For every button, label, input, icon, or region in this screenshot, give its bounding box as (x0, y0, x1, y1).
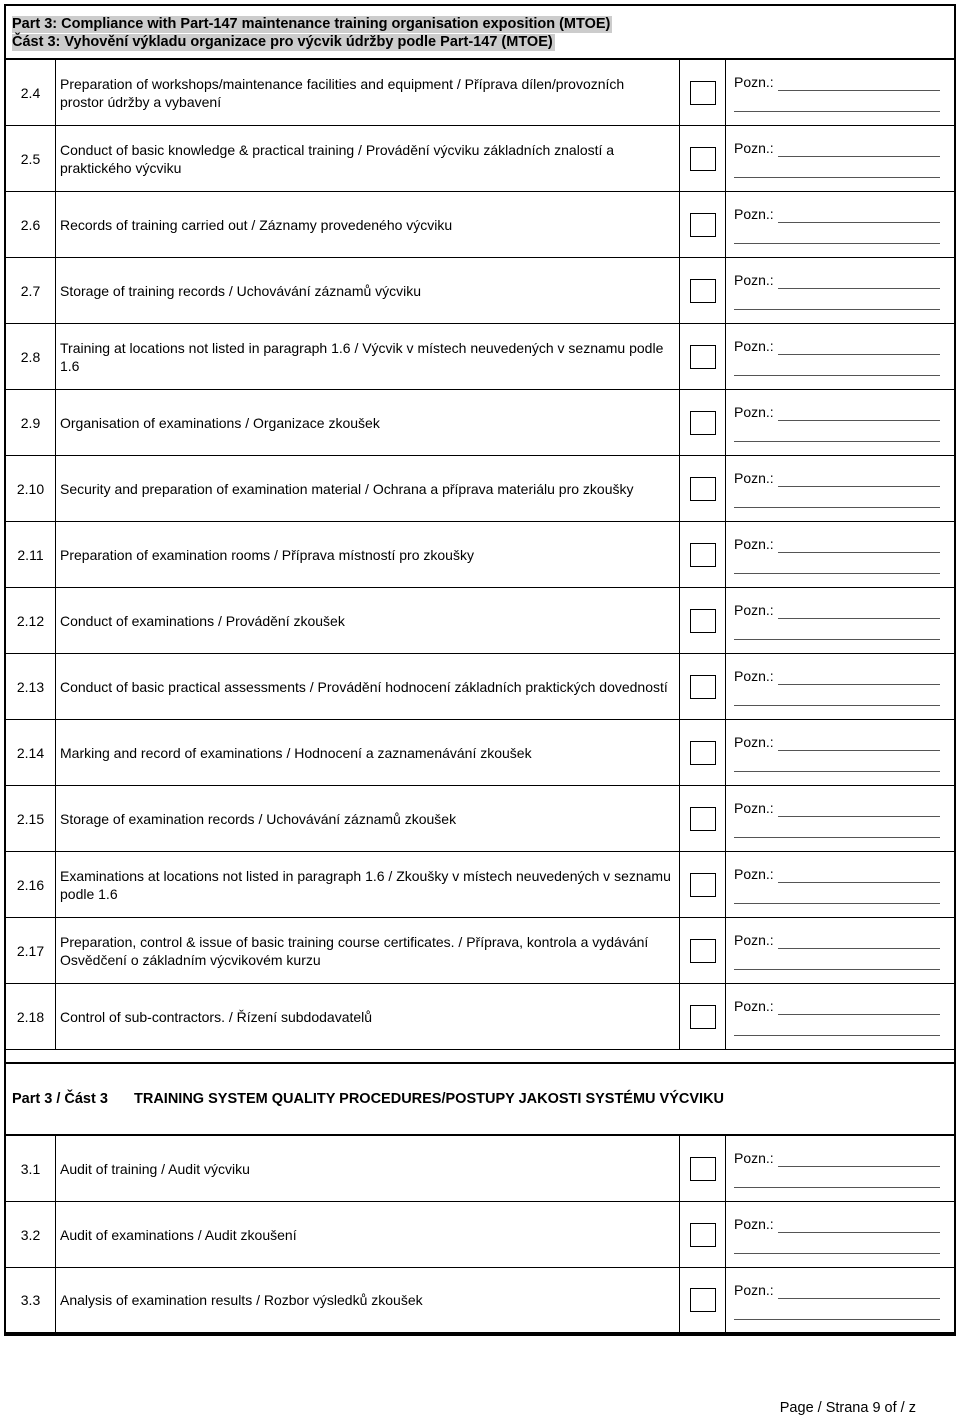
note-label: Pozn.: (734, 602, 774, 618)
compliance-checkbox[interactable] (690, 1005, 716, 1029)
compliance-checkbox[interactable] (690, 807, 716, 831)
note-line[interactable] (734, 969, 940, 970)
compliance-table (4, 4, 956, 1336)
check-cell (680, 1136, 726, 1201)
note-label: Pozn.: (734, 272, 774, 288)
note-label: Pozn.: (734, 734, 774, 750)
item-number: 2.17 (6, 918, 56, 983)
item-description: Storage of examination records / Uchovávání záznamů zkoušek (56, 786, 680, 851)
note-line[interactable] (734, 573, 940, 574)
note-label: Pozn.: (734, 338, 774, 354)
item-number: 2.18 (6, 984, 56, 1049)
note-cell (726, 1136, 954, 1201)
item-description: Marking and record of examinations / Hodnocení a zaznamenávání zkoušek (56, 720, 680, 785)
check-cell (680, 1202, 726, 1267)
item-description: Records of training carried out / Záznamy provedeného výcviku (56, 192, 680, 257)
section3-header (6, 1064, 954, 1136)
compliance-checkbox[interactable] (690, 873, 716, 897)
item-number: 2.12 (6, 588, 56, 653)
note-line[interactable] (778, 882, 940, 883)
compliance-checkbox[interactable] (690, 477, 716, 501)
note-line[interactable] (734, 309, 940, 310)
table-row (6, 984, 954, 1050)
item-description: Examinations at locations not listed in paragraph 1.6 / Zkoušky v místech neuvedených v seznamu podle 1.6 (56, 852, 680, 917)
compliance-checkbox[interactable] (690, 1157, 716, 1181)
item-description: Conduct of basic practical assessments / Provádění hodnocení základních praktických dovedností (56, 654, 680, 719)
note-cell (726, 588, 954, 653)
note-line[interactable] (778, 90, 940, 91)
note-line[interactable] (734, 111, 940, 112)
check-cell (680, 918, 726, 983)
part-title-en: Part 3: Compliance with Part-147 maintenance training organisation exposition (MTOE) (12, 16, 611, 32)
note-cell (726, 324, 954, 389)
compliance-checkbox[interactable] (690, 81, 716, 105)
table-row (6, 654, 954, 720)
note-line[interactable] (734, 837, 940, 838)
note-cell (726, 984, 954, 1049)
item-number: 2.4 (6, 60, 56, 125)
note-label: Pozn.: (734, 1150, 774, 1166)
section3-title: TRAINING SYSTEM QUALITY PROCEDURES/POSTUPY JAKOSTI SYSTÉMU VÝCVIKU (134, 1091, 725, 1107)
note-label: Pozn.: (734, 932, 774, 948)
item-description: Security and preparation of examination material / Ochrana a příprava materiálu pro zkoušky (56, 456, 680, 521)
note-label: Pozn.: (734, 800, 774, 816)
table-row (6, 126, 954, 192)
item-description: Preparation of workshops/maintenance facilities and equipment / Příprava dílen/provozních prostor údržby a vybavení (56, 60, 680, 125)
note-label: Pozn.: (734, 536, 774, 552)
check-cell (680, 456, 726, 521)
check-cell (680, 720, 726, 785)
note-line[interactable] (778, 222, 940, 223)
table-row (6, 852, 954, 918)
table-row (6, 390, 954, 456)
item-number: 3.3 (6, 1268, 56, 1332)
note-label: Pozn.: (734, 404, 774, 420)
compliance-checkbox[interactable] (690, 213, 716, 237)
note-line[interactable] (734, 771, 940, 772)
item-number: 3.2 (6, 1202, 56, 1267)
table-row (6, 258, 954, 324)
check-cell (680, 984, 726, 1049)
item-number: 2.5 (6, 126, 56, 191)
note-line[interactable] (778, 288, 940, 289)
note-line[interactable] (778, 1232, 940, 1233)
check-cell (680, 654, 726, 719)
note-cell (726, 1202, 954, 1267)
compliance-checkbox[interactable] (690, 411, 716, 435)
section3-label: Part 3 / Část 3 (12, 1091, 108, 1107)
note-line[interactable] (734, 639, 940, 640)
item-number: 2.16 (6, 852, 56, 917)
note-line[interactable] (734, 1187, 940, 1188)
check-cell (680, 324, 726, 389)
part-header (6, 6, 954, 60)
note-line[interactable] (734, 1253, 940, 1254)
item-number: 2.9 (6, 390, 56, 455)
note-cell (726, 192, 954, 257)
item-description: Control of sub-contractors. / Řízení subdodavatelů (56, 984, 680, 1049)
note-line[interactable] (734, 705, 940, 706)
table-row (6, 522, 954, 588)
check-cell (680, 786, 726, 851)
note-line[interactable] (778, 1014, 940, 1015)
note-cell (726, 720, 954, 785)
note-line[interactable] (778, 1298, 940, 1299)
item-description: Preparation, control & issue of basic training course certificates. / Příprava, kontrola a vydávání Osvědčení o základním výcvikovém kurzu (56, 918, 680, 983)
item-description: Training at locations not listed in paragraph 1.6 / Výcvik v místech neuvedených v seznamu podle 1.6 (56, 324, 680, 389)
check-cell (680, 1268, 726, 1332)
compliance-checkbox[interactable] (690, 147, 716, 171)
item-number: 2.6 (6, 192, 56, 257)
item-number: 3.1 (6, 1136, 56, 1201)
note-label: Pozn.: (734, 206, 774, 222)
note-cell (726, 654, 954, 719)
note-line[interactable] (778, 750, 940, 751)
compliance-checkbox[interactable] (690, 279, 716, 303)
note-cell (726, 1268, 954, 1332)
item-number: 2.14 (6, 720, 56, 785)
note-line[interactable] (778, 156, 940, 157)
part2-items (6, 60, 954, 1050)
note-label: Pozn.: (734, 668, 774, 684)
note-label: Pozn.: (734, 1216, 774, 1232)
table-row (6, 60, 954, 126)
note-label: Pozn.: (734, 74, 774, 90)
note-line[interactable] (778, 1166, 940, 1167)
note-line[interactable] (734, 903, 940, 904)
check-cell (680, 126, 726, 191)
section-gap (6, 1050, 954, 1064)
note-line[interactable] (778, 420, 940, 421)
note-label: Pozn.: (734, 866, 774, 882)
note-line[interactable] (778, 684, 940, 685)
item-number: 2.13 (6, 654, 56, 719)
note-cell (726, 258, 954, 323)
table-row (6, 1136, 954, 1202)
compliance-checkbox[interactable] (690, 675, 716, 699)
item-description: Analysis of examination results / Rozbor výsledků zkoušek (56, 1268, 680, 1332)
note-line[interactable] (734, 441, 940, 442)
item-description: Conduct of examinations / Provádění zkoušek (56, 588, 680, 653)
note-line[interactable] (734, 243, 940, 244)
check-cell (680, 588, 726, 653)
note-cell (726, 126, 954, 191)
check-cell (680, 60, 726, 125)
note-label: Pozn.: (734, 998, 774, 1014)
note-cell (726, 456, 954, 521)
item-description: Preparation of examination rooms / Příprava místností pro zkoušky (56, 522, 680, 587)
table-row (6, 1268, 954, 1334)
item-number: 2.11 (6, 522, 56, 587)
table-row (6, 1202, 954, 1268)
part-title-cz: Část 3: Vyhovění výkladu organizace pro výcvik údržby podle Part-147 (MTOE) (12, 34, 553, 50)
item-description: Organisation of examinations / Organizace zkoušek (56, 390, 680, 455)
item-description: Audit of training / Audit výcviku (56, 1136, 680, 1201)
table-row (6, 324, 954, 390)
note-line[interactable] (778, 948, 940, 949)
note-line[interactable] (778, 354, 940, 355)
note-label: Pozn.: (734, 470, 774, 486)
item-number: 2.15 (6, 786, 56, 851)
compliance-checkbox[interactable] (690, 1288, 716, 1312)
table-row (6, 192, 954, 258)
table-row (6, 786, 954, 852)
check-cell (680, 522, 726, 587)
note-line[interactable] (734, 375, 940, 376)
note-line[interactable] (734, 507, 940, 508)
table-row (6, 918, 954, 984)
note-line[interactable] (778, 816, 940, 817)
item-description: Storage of training records / Uchovávání záznamů výcviku (56, 258, 680, 323)
note-line[interactable] (734, 1035, 940, 1036)
table-row (6, 588, 954, 654)
note-label: Pozn.: (734, 140, 774, 156)
note-cell (726, 786, 954, 851)
compliance-checkbox[interactable] (690, 345, 716, 369)
compliance-checkbox[interactable] (690, 1223, 716, 1247)
compliance-checkbox[interactable] (690, 741, 716, 765)
item-number: 2.7 (6, 258, 56, 323)
table-row (6, 720, 954, 786)
compliance-checkbox[interactable] (690, 939, 716, 963)
note-cell (726, 852, 954, 917)
part3-items (6, 1136, 954, 1334)
check-cell (680, 192, 726, 257)
item-number: 2.8 (6, 324, 56, 389)
table-row (6, 456, 954, 522)
note-cell (726, 60, 954, 125)
note-label: Pozn.: (734, 1282, 774, 1298)
note-line[interactable] (778, 552, 940, 553)
note-line[interactable] (778, 618, 940, 619)
check-cell (680, 258, 726, 323)
item-description: Audit of examinations / Audit zkoušení (56, 1202, 680, 1267)
note-cell (726, 918, 954, 983)
item-number: 2.10 (6, 456, 56, 521)
note-line[interactable] (734, 177, 940, 178)
item-description: Conduct of basic knowledge & practical training / Provádění výcviku základních znalostí a praktického výcviku (56, 126, 680, 191)
page-footer: Page / Strana 9 of / z (779, 1400, 916, 1416)
check-cell (680, 390, 726, 455)
compliance-checkbox[interactable] (690, 609, 716, 633)
note-cell (726, 522, 954, 587)
note-line[interactable] (734, 1319, 940, 1320)
note-line[interactable] (778, 486, 940, 487)
compliance-checkbox[interactable] (690, 543, 716, 567)
note-cell (726, 390, 954, 455)
check-cell (680, 852, 726, 917)
